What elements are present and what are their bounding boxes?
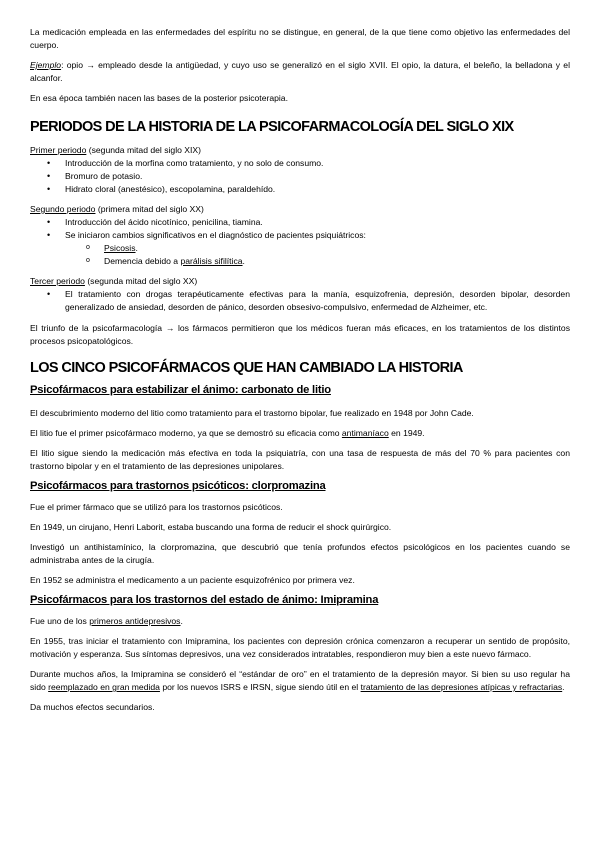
list-item: • Introducción de la morfina como tratamiento, y no solo de consumo. — [30, 157, 570, 170]
intro-paragraph-3: En esa época también nacen las bases de la posterior psicoterapia. — [30, 93, 288, 103]
third-period-list — [30, 288, 570, 314]
psicosis-link[interactable]: Psicosis — [104, 243, 136, 253]
imipramine-paragraph-1 — [30, 615, 570, 628]
lithium-text: El litio fue el primer psicofármaco moderno, ya que se demostró su eficacia como — [30, 428, 342, 438]
lithium-text-end: en 1949. — [388, 428, 425, 438]
list-item: • Se iniciaron cambios significativos en el diagnóstico de pacientes psiquiátricos: — [30, 229, 570, 242]
five-drugs-heading: LOS CINCO PSICOFÁRMACOS QUE HAN CAMBIADO LA HISTORIA — [30, 360, 463, 376]
chlorpromazine-paragraph-3: Investigó un antihistamínico, la clorpromazina, que descubrió que tenía profundos efectos psicológicos en los pacientes cuando se administraba antes de la cirugía. — [30, 542, 570, 565]
chlorpromazine-paragraph-2: En 1949, un cirujano, Henri Laborit, estaba buscando una forma de reducir el shock quirúrgico. — [30, 522, 392, 532]
first-period-range: (segunda mitad del siglo XIX) — [86, 145, 202, 155]
reemplazado-link[interactable]: reemplazado en gran medida — [48, 682, 160, 692]
dementia-text: Demencia debido a — [104, 256, 181, 266]
intro-paragraph-1: La medicación empleada en las enfermedades del espíritu no se distingue, en general, de la que tiene como objetivo las enfermedades del cuerpo. — [30, 27, 570, 50]
imipramine-p3-end: . — [562, 682, 565, 692]
lithium-paragraph-1: El descubrimiento moderno del litio como tratamiento para el trastorno bipolar, fue realizado en 1948 por John Cade. — [30, 408, 474, 418]
example-label: Ejemplo — [30, 60, 62, 70]
list-item: • Hidrato cloral (anestésico), escopolamina, paraldehído. — [30, 183, 570, 196]
antimaniaco-link[interactable]: antimaníaco — [341, 428, 389, 438]
second-period-list — [30, 216, 570, 268]
second-period-label: Segundo periodo — [30, 204, 96, 214]
third-period-title — [30, 275, 570, 288]
sub-list-item: o Psicosis. — [30, 242, 570, 255]
chlorpromazine-paragraph-4: En 1952 se administra el medicamento a un paciente esquizofrénico por primera vez. — [30, 575, 355, 585]
imipramine-p3-text: Durante muchos años, la Imipramina se consideró el “estándar de oro” en el tratamiento de la depresión mayor. Si bien su uso regular ha sido — [30, 669, 570, 692]
lithium-paragraph-2 — [30, 427, 570, 440]
list-item: • El tratamiento con drogas terapéuticamente efectivas para la manía, esquizofrenia, depresión, desorden bipolar, desorden generalizado de ansiedad, desorden de pánico, desorden obsesivo-compulsivo, enfermedad de Alzheimer, etc. — [30, 288, 570, 314]
second-period-range: (primera mitad del siglo XX) — [95, 204, 204, 214]
imipramine-paragraph-3 — [30, 668, 570, 694]
imipramine-heading: Psicofármacos para los trastornos del estado de ánimo: Imipramina — [30, 594, 379, 606]
list-item: • Introducción del ácido nicotínico, penicilina, tiamina. — [30, 216, 570, 229]
document-page — [30, 26, 570, 714]
first-period-title — [30, 144, 570, 157]
sub-list-item: o Demencia debido a parálisis sifilítica. — [30, 255, 570, 268]
list-item: • Bromuro de potasio. — [30, 170, 570, 183]
conclusion-paragraph: El triunfo de la psicofarmacología → los fármacos permitieron que los médicos fueran más eficaces, en los tratamientos de los distintos procesos psicopatológicos. — [30, 323, 570, 346]
periods-heading: PERIODOS DE LA HISTORIA DE LA PSICOFARMACOLOGÍA DEL SIGLO XIX — [30, 119, 514, 135]
intro-example-paragraph — [30, 59, 570, 85]
first-period-label: Primer periodo — [30, 145, 87, 155]
paralisis-link[interactable]: parálisis sifilítica — [180, 256, 243, 266]
imipramine-p3-mid: por los nuevos ISRS e IRSN, sigue siendo útil en el — [159, 682, 361, 692]
example-text: : opio → empleado desde la antigüedad, y cuyo uso se generalizó en el siglo XVII. El opio, la datura, el beleño, la belladona y el alcanfor. — [30, 60, 570, 83]
second-period-title — [30, 203, 570, 216]
depresiones-atipicas-link[interactable]: tratamiento de las depresiones atípicas y refractarias — [360, 682, 563, 692]
first-period-list — [30, 157, 570, 196]
third-period-range: (segunda mitad del siglo XX) — [84, 276, 198, 286]
antidepresivos-link[interactable]: primeros antidepresivos — [89, 616, 181, 626]
third-period-label: Tercer periodo — [30, 276, 85, 286]
imipramine-text-end: . — [180, 616, 183, 626]
imipramine-text: Fue uno de los — [30, 616, 90, 626]
imipramine-paragraph-2: En 1955, tras iniciar el tratamiento con Imipramina, los pacientes con depresión crónica comenzaron a recuperar un sentido de propósito, motivación y esperanza. Sus síntomas depresivos, una vez considerados intratables, respondieron muy bien a este nuevo fármaco. — [30, 636, 570, 659]
chlorpromazine-heading: Psicofármacos para trastornos psicóticos: clorpromazina — [30, 480, 326, 492]
lithium-paragraph-3: El litio sigue siendo la medicación más efectiva en toda la psiquiatría, con una tasa de respuesta de más del 70 % para pacientes con trastorno bipolar y en el tratamiento de las depresiones unipolares. — [30, 448, 570, 471]
chlorpromazine-paragraph-1: Fue el primer fármaco que se utilizó para los trastornos psicóticos. — [30, 502, 283, 512]
imipramine-paragraph-4: Da muchos efectos secundarios. — [30, 702, 155, 712]
lithium-heading: Psicofármacos para estabilizar el ánimo: carbonato de litio — [30, 384, 331, 396]
